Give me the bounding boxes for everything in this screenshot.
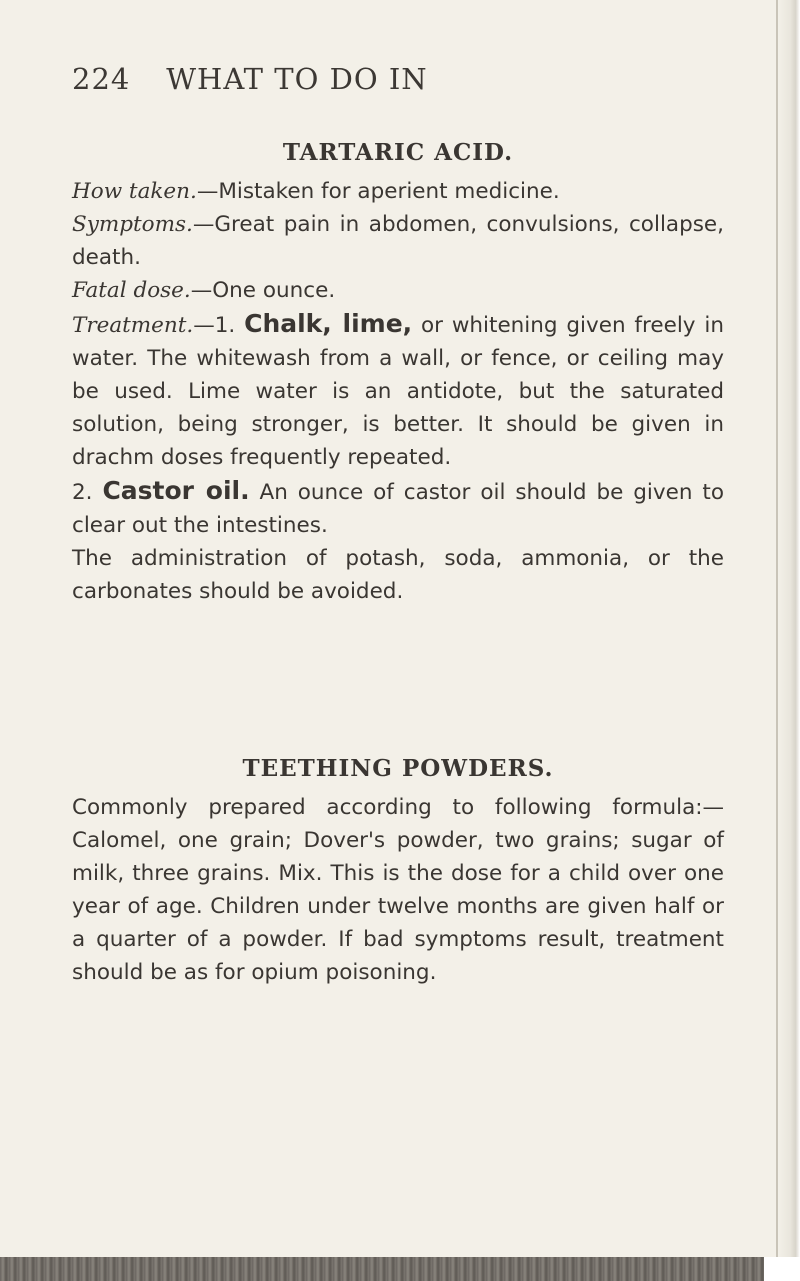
teething-paragraph: [72, 791, 724, 989]
castor-oil-paragraph: [72, 474, 724, 542]
how-taken-label: How taken.: [72, 179, 197, 204]
how-taken-paragraph: [72, 175, 724, 208]
running-title: WHAT TO DO IN: [166, 62, 428, 96]
treatment-text: or whitening given freely in water. The whitewash from a wall, or fence, or ceiling may be used. Lime water is an antidote, but the saturated solution, being stronger, is better. It should be given in drachm doses frequently repeated.: [72, 313, 724, 470]
section-teething-powders: [72, 752, 724, 989]
item-2-number: 2.: [72, 480, 93, 505]
fatal-dose-paragraph: [72, 274, 724, 307]
treatment-paragraph: [72, 307, 724, 474]
teething-text: Commonly prepared according to following formula:—Calomel, one grain; Dover's powder, two grains; sugar of milk, three grains. Mix. This is the dose for a child over one year of age. Children under twelve months are given half or a quarter of a powder. If bad symptoms result, treatment should be as for opium poisoning.: [72, 795, 724, 985]
fatal-dose-label: Fatal dose.: [72, 278, 191, 303]
section-title-teething-powders: TEETHING POWDERS.: [242, 755, 554, 782]
treatment-number: —1.: [193, 313, 236, 338]
section-title-tartaric-acid: TARTARIC ACID.: [282, 139, 514, 166]
section-tartaric-acid: [72, 136, 724, 608]
symptoms-text: —Great pain in abdomen, convulsions, collapse, death.: [72, 212, 724, 270]
treatment-label: Treatment.: [72, 313, 194, 338]
page-header: [72, 62, 592, 96]
fatal-dose-text: —One ounce.: [190, 278, 336, 303]
bottom-scan-edge: [0, 1257, 800, 1281]
castor-oil-bold-text: Castor oil.: [102, 476, 250, 505]
castor-oil-text: An ounce of castor oil should be given to clear out the intestines.: [72, 480, 724, 538]
symptoms-label: Symptoms.: [72, 212, 193, 237]
avoid-text: The administration of potash, soda, ammonia, or the carbonates should be avoided.: [72, 546, 724, 604]
symptoms-paragraph: [72, 208, 724, 274]
page-number: 224: [72, 62, 131, 96]
avoid-paragraph: [72, 542, 724, 608]
treatment-bold-text: Chalk, lime,: [244, 309, 413, 338]
page-edge: [778, 0, 800, 1281]
how-taken-text: —Mistaken for aperient medicine.: [196, 179, 560, 204]
